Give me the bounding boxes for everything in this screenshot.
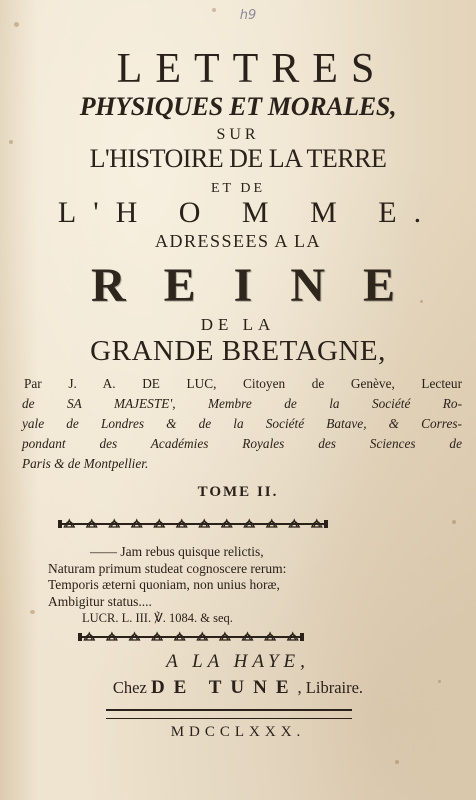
epigraph-line: Temporis æterni quoniam, non unius horæ, [48,577,280,592]
title-de-la: DE LA [200,315,276,334]
title-et-de: ET DE [210,181,265,196]
foxing-spot [14,22,19,27]
epigraph-line: Ambigitur status.... [48,593,152,609]
title-adressees: ADRESSEES A LA [154,231,322,251]
author-paragraph [22,374,462,474]
title-sur: SUR [216,126,260,143]
foxing-spot [30,610,35,614]
epigraph-line: —— Jam rebus quisque relictis, [90,544,264,559]
author-line: yale de Londres & de la Société Batave, & Corres- [22,416,462,431]
pencil-annotation: h9 [239,8,257,23]
imprint-libraire: , Libraire. [297,678,364,697]
imprint-place: A LA HAYE, [166,651,310,672]
title-histoire: L'HISTOIRE DE LA TERRE [89,144,387,173]
title-physiques: PHYSIQUES ET MORALES, [79,92,397,121]
double-rule [106,709,352,719]
imprint-date: MDCCLXXX. [170,724,306,740]
title-reine: REINE [90,259,434,312]
imprint-publisher-line [0,677,476,699]
ornament-rule-top [58,517,328,531]
author-line: de SA MAJESTE', Membre de la Société Ro- [22,396,462,411]
title-lettres: LETTRES [116,46,388,92]
foxing-spot [452,520,456,524]
volume-label: TOME II. [197,484,279,500]
imprint-publisher: DE TUNE [150,677,298,698]
imprint-chez: Chez [112,678,147,697]
epigraph-citation: LUCR. L. III. ℣. 1084. & seq. [82,611,233,625]
ornament-rule-bottom [78,630,304,644]
epigraph [48,544,378,627]
title-grande-bretagne: GRANDE BRETAGNE, [90,335,386,367]
title-homme: L'H O M M E. [57,196,439,229]
epigraph-line: Naturam primum studeat cognoscere rerum: [48,560,287,576]
author-line: pondant des Académies Royales des Sciences de [22,436,462,451]
author-line: Paris & de Montpellier. [22,456,149,471]
author-line: Par J. A. DE LUC, Citoyen de Genève, Lecteur [24,376,462,391]
foxing-spot [395,760,399,764]
foxing-spot [212,8,216,12]
